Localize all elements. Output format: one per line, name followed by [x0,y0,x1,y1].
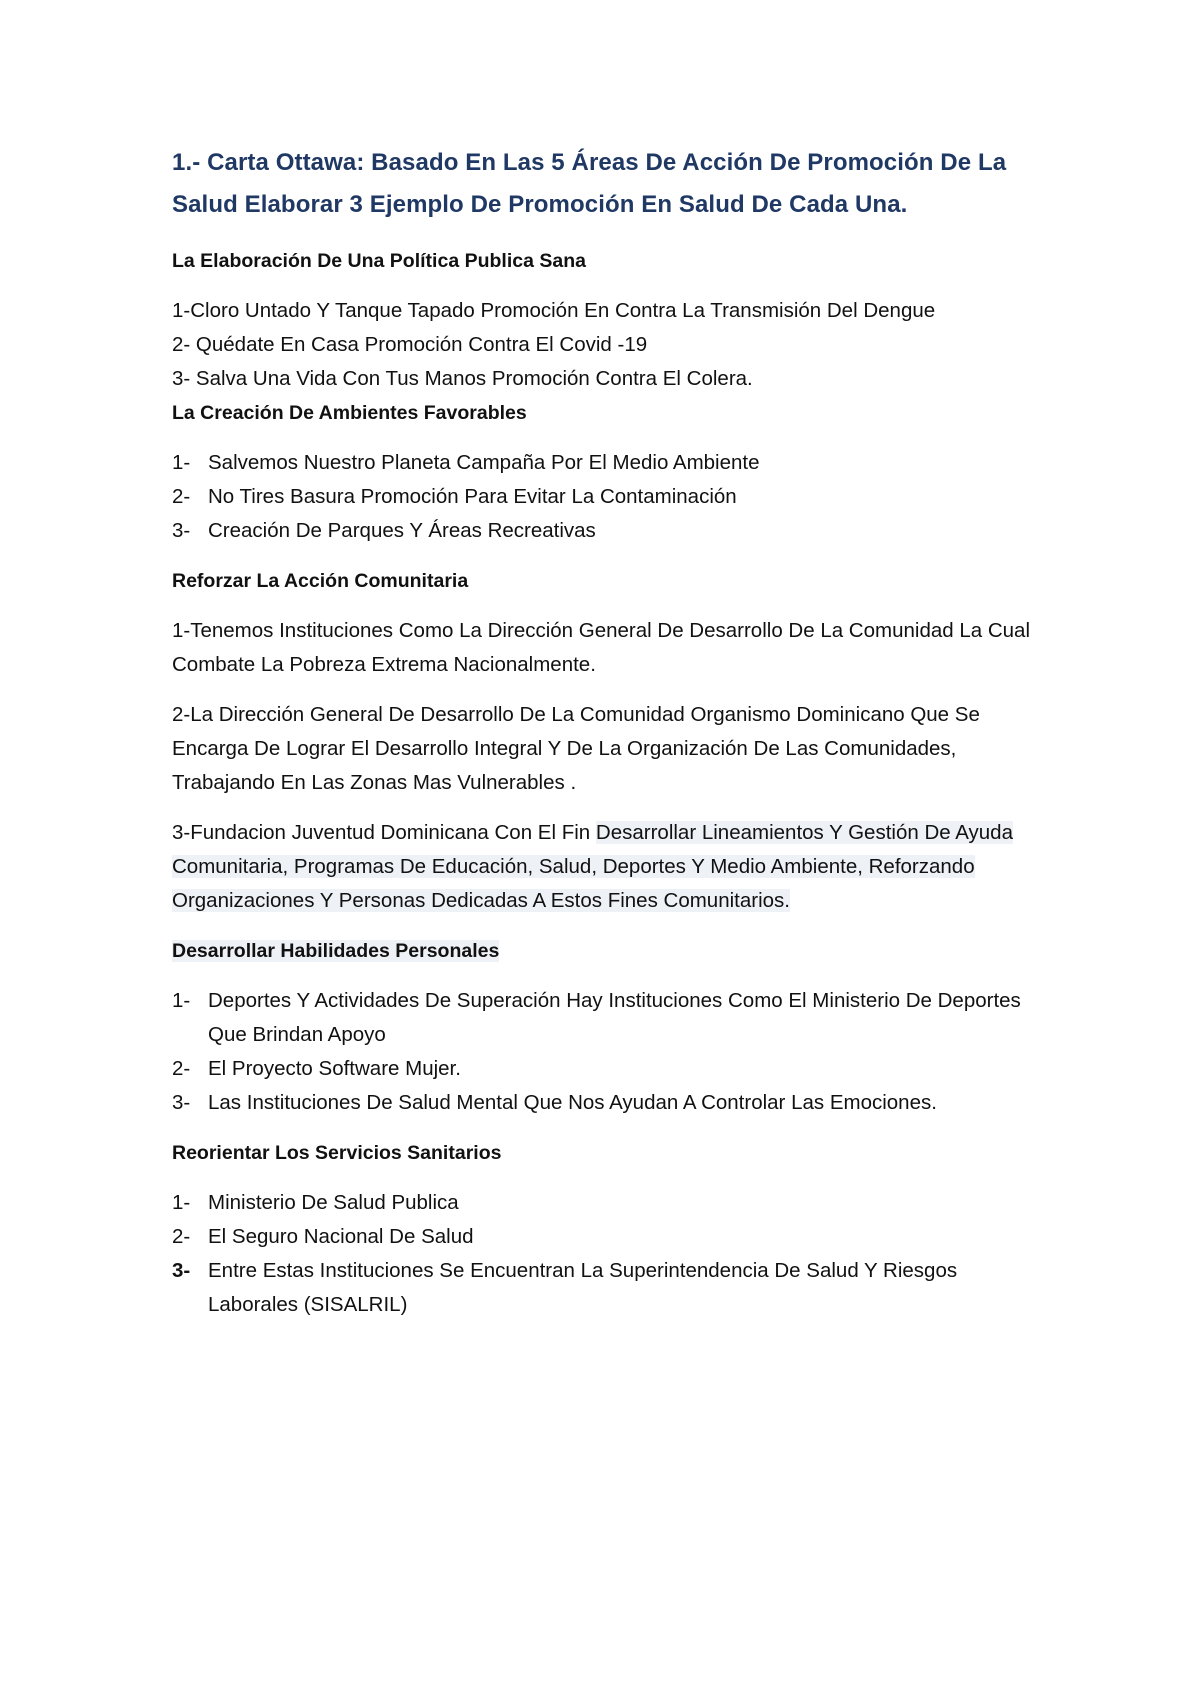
list-text: Creación De Parques Y Áreas Recreativas [208,519,596,542]
list-item: 1-Cloro Untado Y Tanque Tapado Promoción En Contra La Transmisión Del Dengue [172,299,936,322]
list-number: 1- [172,1191,191,1214]
highlighted-heading: Desarrollar Habilidades Personales [172,940,500,962]
list-item [172,514,1030,548]
list-number: 3- [172,1091,191,1114]
list-number: 2- [172,1057,191,1080]
list-number: 3- [172,1259,191,1282]
list-number: 3- [172,519,191,542]
section-heading-accion-comunitaria: Reforzar La Acción Comunitaria [172,570,469,592]
list-text: No Tires Basura Promoción Para Evitar La Contaminación [208,485,737,508]
list-number: 1- [172,451,191,474]
list-number: 1- [172,989,191,1012]
list-item [172,984,1030,1052]
list-item [172,1086,1030,1120]
list-text: Las Instituciones De Salud Mental Que Nos Ayudan A Controlar Las Emociones. [208,1091,937,1114]
paragraph: 2-La Dirección General De Desarrollo De La Comunidad Organismo Dominicano Que Se Encarga De Lograr El Desarrollo Integral Y De La Organización De Las Comunidades, Trabajando En Las Zonas Mas Vulnerables . [172,703,980,794]
list-number: 2- [172,485,191,508]
list-text: Entre Estas Instituciones Se Encuentran La Superintendencia De Salud Y Riesgos Laborales (SISALRIL) [208,1259,958,1316]
section-heading-habilidades-personales [172,934,1030,968]
section-heading-servicios-sanitarios: Reorientar Los Servicios Sanitarios [172,1142,502,1164]
list-item [172,1254,1030,1322]
highlighted-text: Desarrollar Lineamientos Y Gestión De Ayuda Comunitaria, Programas De Educación, Salud, Deportes Y Medio Ambiente, Reforzando Organizaciones Y Personas Dedicadas A Estos Fines Comunitarios. [172,821,1013,912]
list-text: Ministerio De Salud Publica [208,1191,459,1214]
section-heading-ambientes-favorables: La Creación De Ambientes Favorables [172,402,527,424]
paragraph: 1-Tenemos Instituciones Como La Dirección General De Desarrollo De La Comunidad La Cual Combate La Pobreza Extrema Nacionalmente. [172,619,1031,676]
paragraph [172,816,1030,918]
list-item [172,1220,1030,1254]
section-heading-politica-publica: La Elaboración De Una Política Publica Sana [172,250,586,272]
list-text: El Seguro Nacional De Salud [208,1225,474,1248]
document-title: 1.- Carta Ottawa: Basado En Las 5 Áreas De Acción De Promoción De La Salud Elaborar 3 Ejemplo De Promoción En Salud De Cada Una. [172,149,1007,218]
list-item: 2- Quédate En Casa Promoción Contra El Covid -19 [172,333,648,356]
list-number: 2- [172,1225,191,1248]
list-item [172,480,1030,514]
list-item [172,1052,1030,1086]
list-text: El Proyecto Software Mujer. [208,1057,461,1080]
list-item [172,446,1030,480]
list-text: Salvemos Nuestro Planeta Campaña Por El Medio Ambiente [208,451,760,474]
list-item [172,1186,1030,1220]
list-item: 3- Salva Una Vida Con Tus Manos Promoción Contra El Colera. [172,367,753,390]
list-text: Deportes Y Actividades De Superación Hay Instituciones Como El Ministerio De Deportes Que Brindan Apoyo [208,989,1021,1046]
paragraph-text: 3-Fundacion Juventud Dominicana Con El Fin [172,821,596,844]
